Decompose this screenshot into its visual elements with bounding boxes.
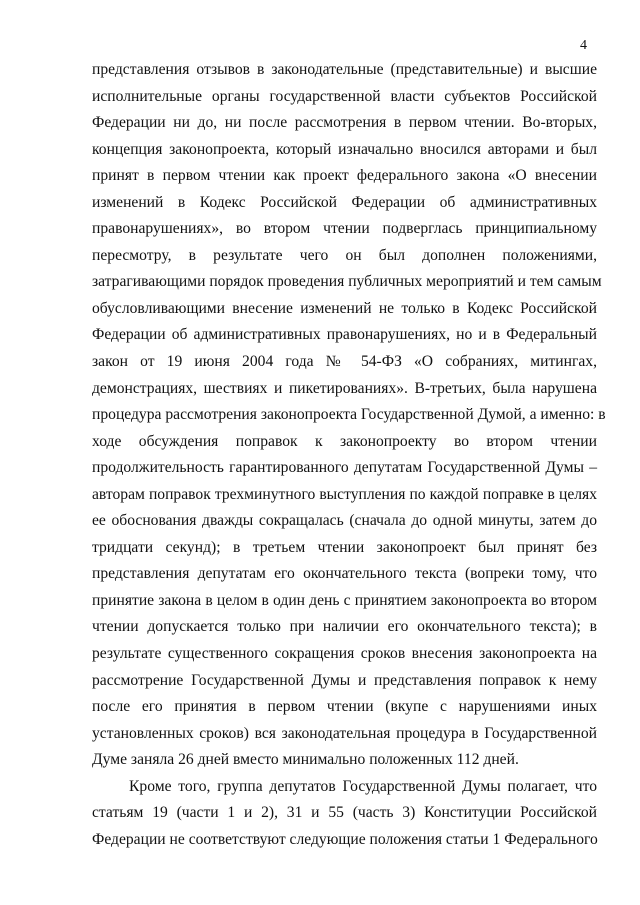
text-line: представления депутатам его окончательного текста (вопреки тому, что [92, 565, 597, 583]
text-line: ходе обсуждения поправок к законопроекту во втором чтении [92, 432, 597, 450]
text-line: затрагивающими порядок проведения публичных мероприятий и тем самым [92, 273, 602, 291]
text-line: представления отзывов в законодательные (представительные) и высшие [92, 61, 597, 78]
text-line: процедура рассмотрения законопроекта Государственной Думой, а именно: в [92, 406, 606, 424]
text-line: обусловливающими внесение изменений не только в Кодекс Российской [92, 299, 597, 317]
text-line: Федерации не соответствуют следующие положения статьи 1 Федерального [92, 830, 598, 848]
text-line: ее обоснования дважды сокращалась (сначала до одной минуты, затем до [92, 512, 597, 530]
text-line: Думе заняла 26 дней вместо минимально положенных 112 дней. [92, 751, 519, 769]
text-line: установленных сроков) вся законодательная процедура в Государственной [92, 724, 597, 742]
text-line: статьям 19 (части 1 и 2), 31 и 55 (часть 3) Конституции Российской [92, 804, 597, 822]
text-line: концепция законопроекта, который изначально вносился авторами и был [92, 140, 597, 158]
text-line: авторам поправок трехминутного выступления по каждой поправке в целях [92, 485, 597, 503]
text-line: пересмотру, в результате чего он был дополнен положениями, [92, 246, 597, 264]
text-line: принятие закона в целом в один день с принятием законопроекта во втором [92, 591, 597, 609]
text-line: продолжительность гарантированного депутатам Государственной Думы – [92, 459, 597, 477]
document-body [92, 57, 606, 853]
text-line: исполнительные органы государственной власти субъектов Российской [92, 87, 597, 105]
text-line: Федерации об административных правонарушениях, но и в Федеральный [92, 326, 597, 344]
text-line: закон от 19 июня 2004 года № 54-ФЗ «О собраниях, митингах, [92, 353, 597, 371]
page-number: 4 [580, 38, 587, 53]
text-line: Кроме того, группа депутатов Государственной Думы полагает, что [129, 777, 597, 795]
text-line: Федерации ни до, ни после рассмотрения в первом чтении. Во-вторых, [92, 114, 597, 132]
text-line: правонарушениях», во втором чтении подверглась принципиальному [92, 220, 597, 238]
text-line: изменений в Кодекс Российской Федерации об административных [92, 193, 597, 211]
text-line: чтении допускается только при наличии его окончательного текста); в [92, 618, 597, 636]
text-line: рассмотрение Государственной Думы и представления поправок к нему [92, 671, 597, 689]
text-line: результате существенного сокращения сроков внесения законопроекта на [92, 645, 597, 663]
text-line: демонстрациях, шествиях и пикетированиях». В-третьих, была нарушена [92, 379, 597, 397]
text-line: тридцати секунд); в третьем чтении законопроект был принят без [92, 538, 597, 556]
paragraph [92, 774, 597, 854]
paragraph [92, 57, 606, 774]
text-line: после его принятия в первом чтении (вкупе с нарушениями иных [92, 698, 597, 716]
text-line: принят в первом чтении как проект федерального закона «О внесении [92, 167, 597, 185]
